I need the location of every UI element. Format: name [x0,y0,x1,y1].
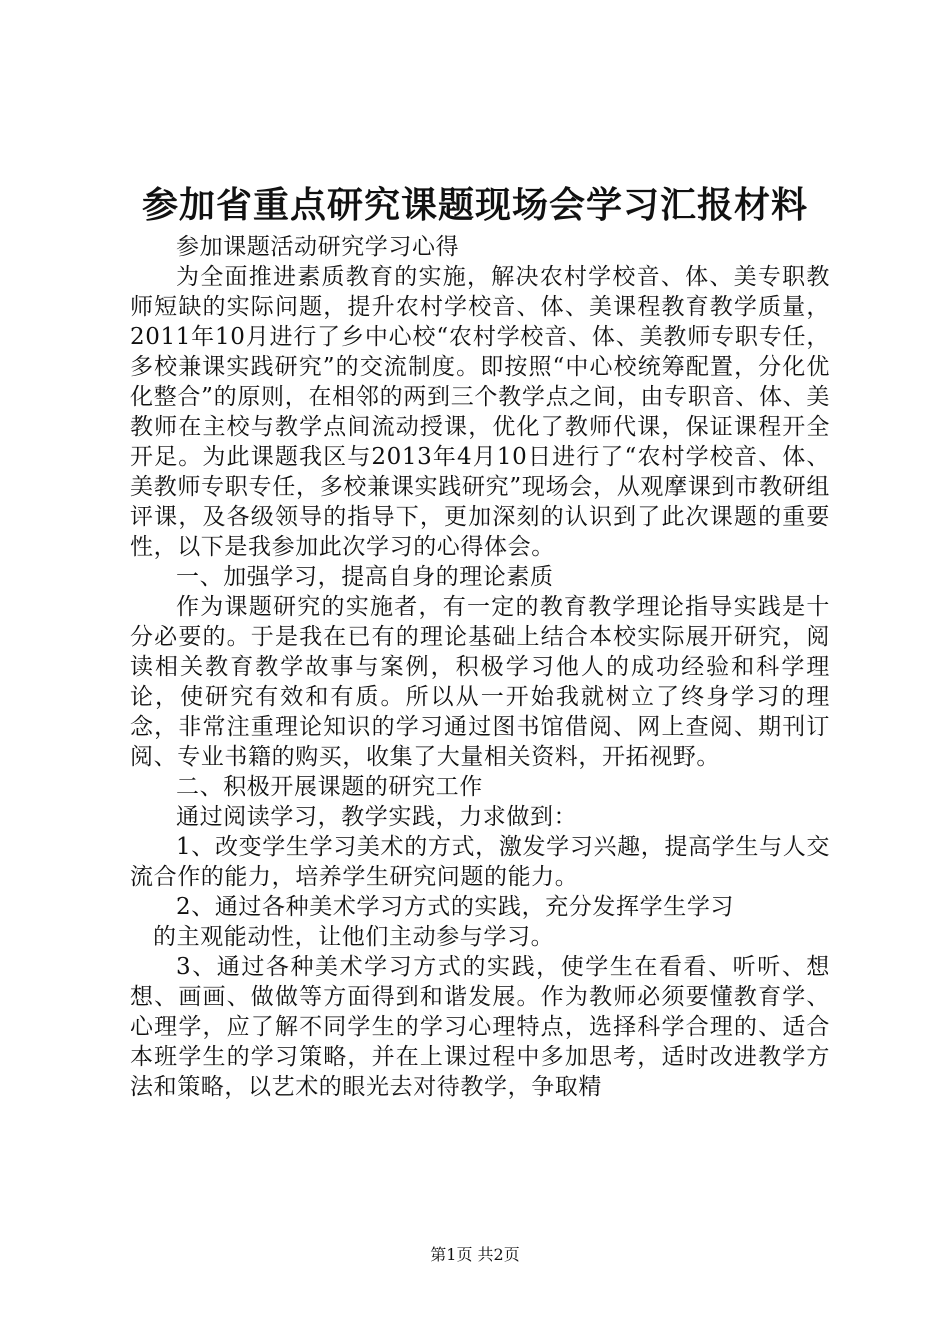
paragraph-intro: 为全面推进素质教育的实施，解决农村学校音、体、美专职教师短缺的实际问题，提升农村学校音、体、美课程教育教学质量，2011年10月进行了乡中心校“农村学校音、体、美教师专职专任，多校兼课实践研究”的交流制度。即按照“中心校统筹配置，分化优化整合”的原则，在相邻的两到三个教学点之间，由专职音、体、美教师在主校与教学点间流动授课，优化了教师代课，保证课程开全开足。为此课题我区与2013年4月10日进行了“农村学校音、体、美教师专职专任，多校兼课实践研究”现场会，从观摩课到市教研组评课，及各级领导的指导下，更加深刻的认识到了此次课题的重要性，以下是我参加此次学习的心得体会。 [130,264,830,560]
list-item-2: 2、通过各种美术学习方式的实践，充分发挥学生学习 [176,894,735,920]
section-heading-1: 一、加强学习，提高自身的理论素质 [176,564,554,590]
paragraph-subtitle: 参加课题活动研究学习心得 [176,234,460,260]
section-heading-2: 二、积极开展课题的研究工作 [176,774,483,800]
paragraph-goals-intro: 通过阅读学习，教学实践，力求做到： [176,804,578,830]
document-body [130,232,830,1102]
list-item-2-continued: 的主观能动性，让他们主动参与学习。 [153,924,555,950]
paragraph-section-1: 作为课题研究的实施者，有一定的教育教学理论指导实践是十分必要的。于是我在已有的理论基础上结合本校实际展开研究，阅读相关教育教学故事与案例，积极学习他人的成功经验和科学理论，使研究有效和有质。所以从一开始我就树立了终身学习的理念，非常注重理论知识的学习通过图书馆借阅、网上查阅、期刊订阅、专业书籍的购买，收集了大量相关资料，开拓视野。 [130,594,830,770]
list-item-3: 3、通过各种美术学习方式的实践，使学生在看看、听听、想想、画画、做做等方面得到和谐发展。作为教师必须要懂教育学、心理学，应了解不同学生的学习心理特点，选择科学合理的、适合本班学生的学习策略，并在上课过程中多加思考，适时改进教学方法和策略，以艺术的眼光去对待教学，争取精 [130,954,830,1100]
document-title: 参加省重点研究课题现场会学习汇报材料 [141,184,808,226]
list-item-1: 1、改变学生学习美术的方式，激发学习兴趣，提高学生与人交流合作的能力，培养学生研究问题的能力。 [130,834,830,890]
page-number-footer: 第1页 共2页 [430,1245,520,1264]
